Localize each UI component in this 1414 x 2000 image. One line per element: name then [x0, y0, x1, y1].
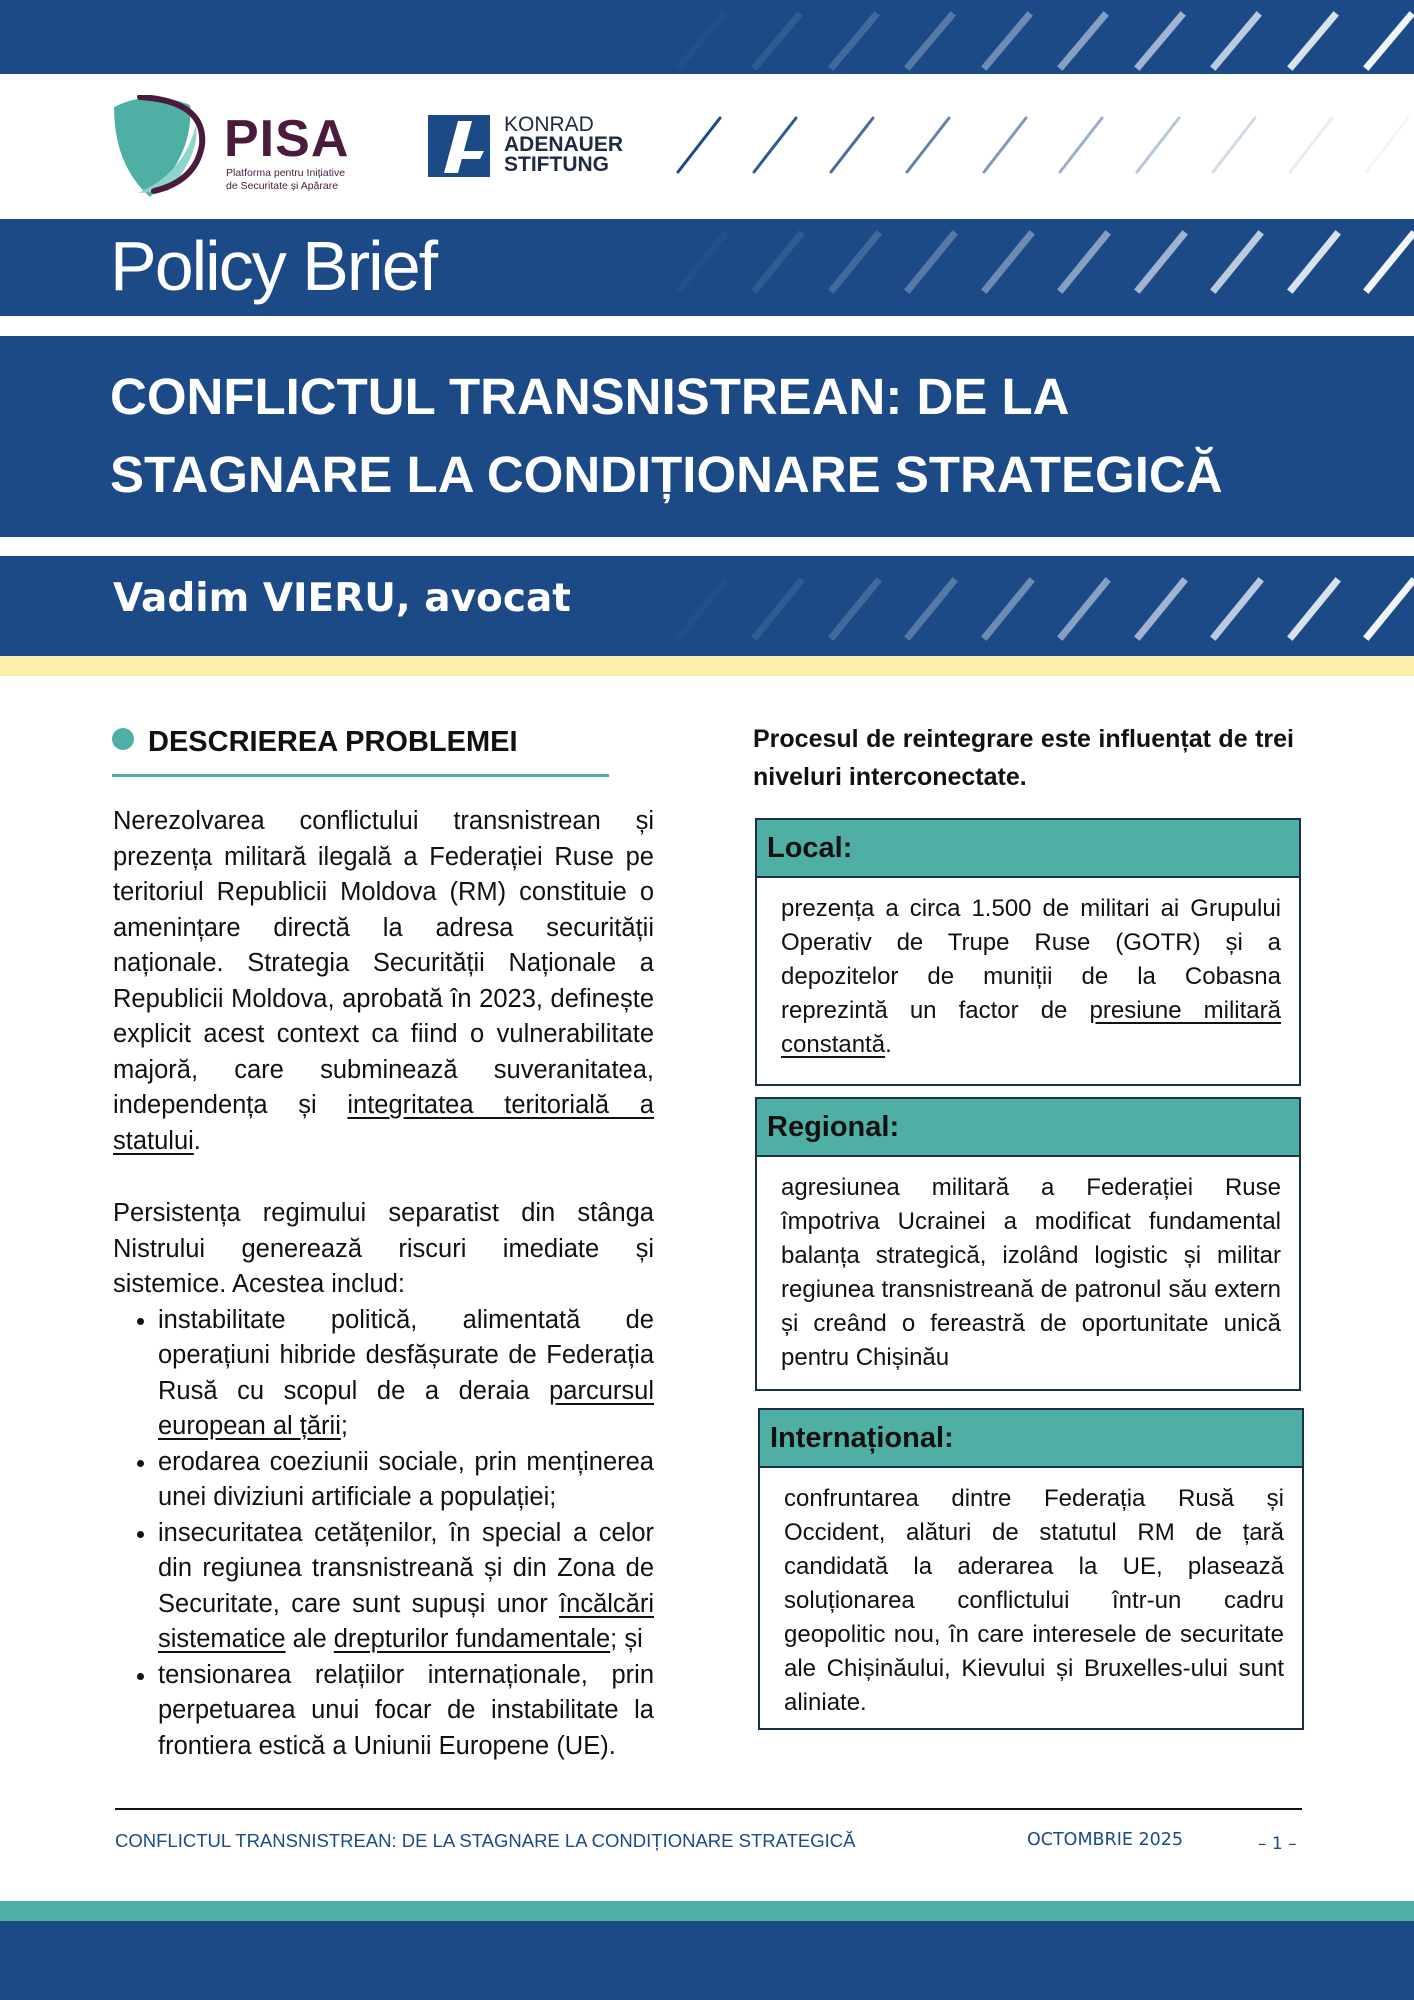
box-text: confruntarea dintre Federația Rusă și Occident, alături de statutul RM de țară candidată la aderarea la UE, plasează soluționarea conflictului într-un cadru geopolitic nou, în care interesele de securitate ale Chișinăului, Kievului și Bruxelles-ului sunt aliniate. — [784, 1485, 1284, 1716]
footer-title: CONFLICTUL TRANSNISTREAN: DE LA STAGNARE LA CONDIȚIONARE STRATEGICĂ — [115, 1830, 856, 1851]
page-title: CONFLICTUL TRANSNISTREAN: DE LA STAGNARE LA CONDIȚIONARE STRATEGICĂ — [110, 368, 1223, 503]
box-text: agresiunea militară a Federației Ruse împotriva Ucrainei a modificat fundamental balanța strategică, izolând logistic și militar regiunea transnistreană de patronul său extern și creând o fereastră de oportunitate unică pentru Chișinău — [781, 1174, 1281, 1371]
pisa-logo — [110, 95, 350, 205]
risks-list — [113, 1303, 654, 1765]
yellow-divider — [0, 656, 1414, 676]
level-box-international — [758, 1408, 1304, 1730]
section-heading — [112, 722, 609, 777]
text-link[interactable]: integritatea teritorială a statului — [113, 1091, 654, 1155]
paragraph-problem: Nerezolvarea conflictului transnistrean și prezența militară ilegală a Federației Ruse pe teritoriul Republicii Moldova (RM) constituie o amenințare directă la adresa securității naționale. Strategia Securității Naționale a Republicii Moldova, aprobată în 2023, definește explicit acest context ca fiind o vulnerabilitate majoră, care subminează suveranitatea, independența și integritatea teritorială a statului. — [113, 807, 654, 1155]
text-link[interactable]: drepturilor fundamentale — [333, 1625, 611, 1653]
top-band — [0, 0, 1414, 74]
list-item: • instabilitate politică, alimentată de operațiuni hibride desfășurate de Federația Rusă cu scopul de a deraia parcursul european al țării; — [158, 1303, 654, 1445]
header-stripes-decoration — [660, 100, 1414, 190]
footer-date: OCTOMBRIE 2025 — [1027, 1830, 1184, 1850]
section-title: DESCRIEREA PROBLEMEI — [148, 726, 518, 758]
pisa-shield-icon — [110, 95, 220, 205]
diagonal-stripes-decoration — [0, 0, 1414, 74]
level-box-local — [755, 818, 1301, 1086]
list-item: • insecuritatea cetățenilor, în special a celor din regiunea transnistreană și din Zona de Securitate, care sunt supuși unor încălcări sistematice ale drepturilor fundamentale; și — [158, 1516, 654, 1658]
box-title: Regional: — [757, 1099, 1299, 1157]
footer-divider — [115, 1808, 1302, 1810]
kas-emblem-icon — [428, 115, 490, 177]
footer-navy-band — [0, 1921, 1414, 2000]
level-box-regional — [755, 1097, 1301, 1391]
text-link[interactable]: încălcări sistematice — [158, 1589, 654, 1653]
kas-wordmark: KONRAD ADENAUER STIFTUNG — [504, 113, 624, 176]
page-number: – 1 – — [1258, 1834, 1297, 1854]
bullet-dot-icon — [112, 728, 134, 750]
text-link[interactable]: presiune militară constantă — [781, 997, 1281, 1058]
paragraph-risks: Persistența regimului separatist din stânga Nistrului generează riscuri imediate și sistemice. Acestea includ: • instabilitate politică, alimentată de operațiuni hibride desfășurate de Federația Rusă cu scopul de a deraia parcursul european al țării; • erodarea coeziunii sociale, prin menținerea unei diviziuni artificiale a populației; • insecuritatea cetățenilor, în special a celor din regiunea transnistreană și din Zona de Securitate, care sunt supuși unor încălcări sistematice ale drepturilor fundamentale; și • tensionarea relațiilor internaționale, prin perpetuarea unui focar de instabilitate la frontiera estică a Uniunii Europene (UE). — [113, 1196, 654, 1764]
box-title: Internațional: — [760, 1410, 1302, 1468]
box-text: prezența a circa 1.500 de militari ai Grupului Operativ de Trupe Ruse (GOTR) și a depozitelor de muniții de la Cobasna reprezintă un factor de presiune militară constantă. — [781, 895, 1281, 1058]
pisa-wordmark: PISA — [224, 110, 350, 168]
list-item: • erodarea coeziunii sociale, prin menținerea unei diviziuni artificiale a populației; — [158, 1445, 654, 1516]
footer-teal-band — [0, 1901, 1414, 1921]
list-item: • tensionarea relațiilor internaționale, prin perpetuarea unui focar de instabilitate la frontiera estică a Uniunii Europene (UE). — [158, 1658, 654, 1765]
box-title: Local: — [757, 820, 1299, 878]
pisa-subtitle: Platforma pentru Inițiative de Securitate și Apărare — [226, 167, 346, 192]
text-link[interactable]: parcursul european al țării — [158, 1376, 654, 1440]
levels-intro: Procesul de reintegrare este influențat de trei niveluri interconectate. — [753, 725, 1294, 791]
policy-brief-label: Policy Brief — [110, 227, 437, 305]
author-name: Vadim VIERU, avocat — [113, 576, 571, 621]
kas-logo — [428, 115, 648, 185]
